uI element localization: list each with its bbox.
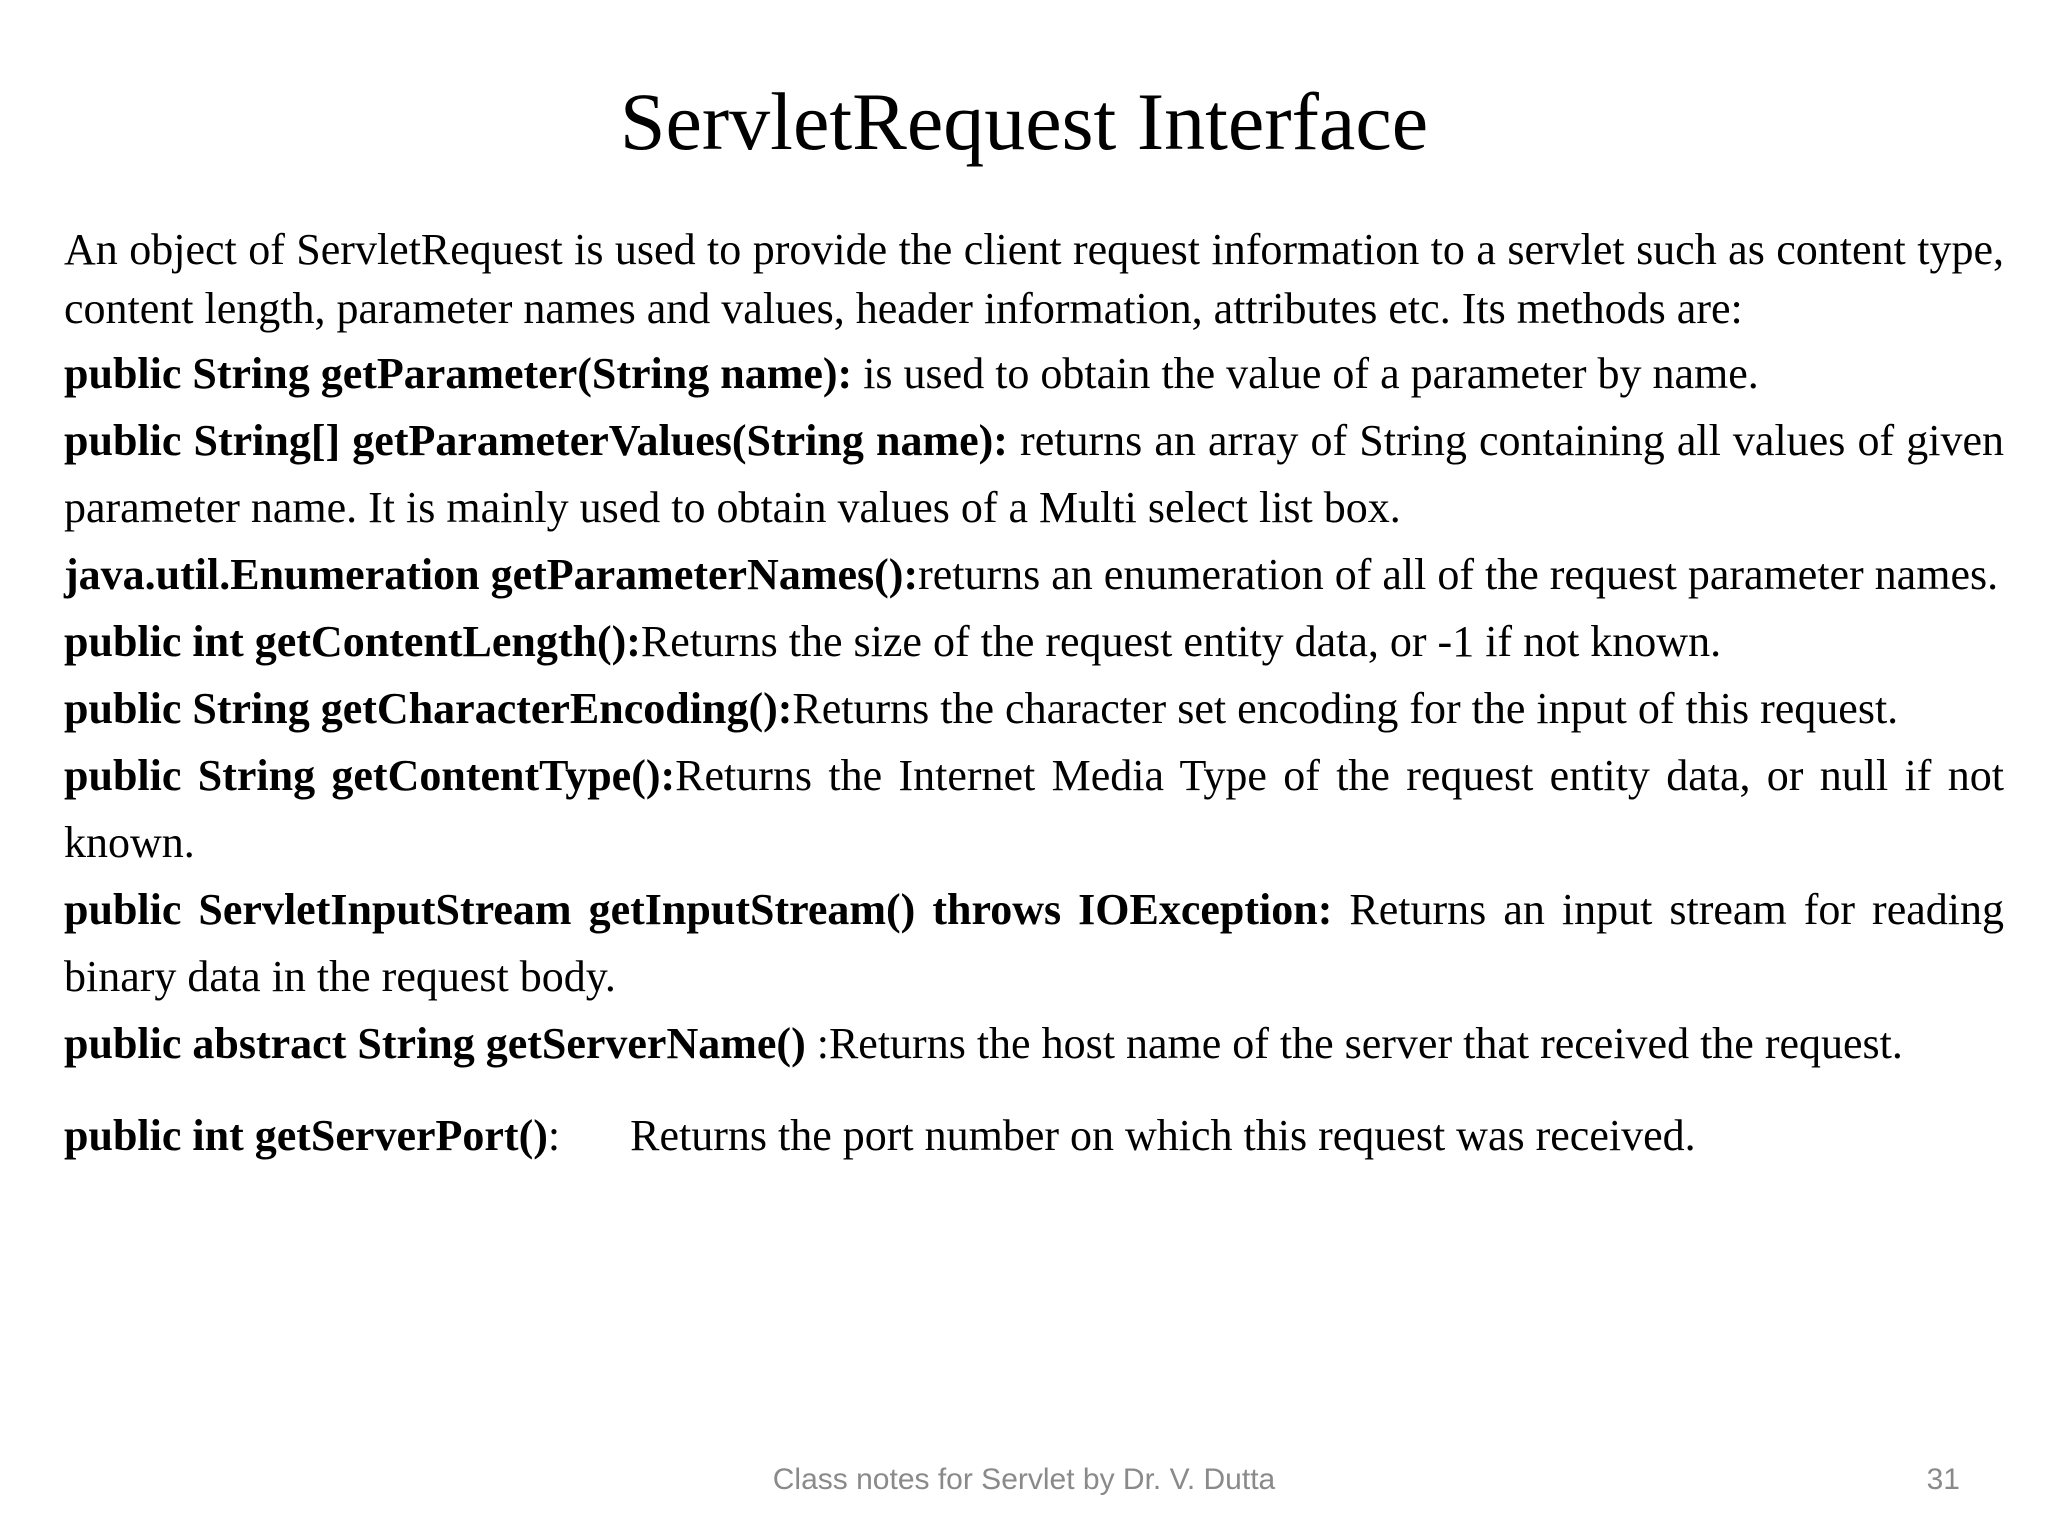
method-signature: public int getServerPort() <box>64 1111 548 1160</box>
method-get-character-encoding <box>64 675 2004 742</box>
method-description: :Returns the host name of the server that received the request. <box>805 1019 1903 1068</box>
method-signature: public abstract String getServerName() <box>64 1019 806 1068</box>
page-number: 31 <box>1926 1463 1960 1496</box>
method-description: Returns the port number on which this request was received. <box>630 1111 1696 1160</box>
method-signature: public ServletInputStream getInputStream() throws IOException: <box>64 885 1333 934</box>
method-description: returns an enumeration of all of the request parameter names. <box>918 550 1999 599</box>
method-description: Returns the Internet Media Type of the request entity data, or null if not known. <box>64 751 2004 867</box>
method-get-input-stream <box>64 876 2004 1010</box>
method-get-content-type <box>64 742 2004 876</box>
method-description: returns an array of String containing all values of given parameter name. It is mainly used to obtain values of a Multi select list box. <box>64 416 2004 532</box>
method-signature: public String getParameter(String name): <box>64 349 853 398</box>
method-get-parameter-names <box>64 541 2004 608</box>
method-description: Returns an input stream for reading binary data in the request body. <box>64 885 2004 1001</box>
method-description: is used to obtain the value of a parameter by name. <box>852 349 1759 398</box>
method-get-parameter-values <box>64 407 2004 541</box>
method-signature: public String[] getParameterValues(String name): <box>64 416 1008 465</box>
method-signature: public String getContentType(): <box>64 751 676 800</box>
method-description: Returns the size of the request entity data, or -1 if not known. <box>640 617 1722 666</box>
method-get-server-name <box>64 1010 2004 1077</box>
slide-footer: Class notes for Servlet by Dr. V. Dutta <box>772 1463 1276 1496</box>
method-get-parameter <box>64 340 2004 407</box>
method-description: Returns the character set encoding for the input of this request. <box>792 684 1899 733</box>
method-signature: public String getCharacterEncoding(): <box>64 684 793 733</box>
method-get-server-port <box>64 1102 2004 1169</box>
method-signature: public int getContentLength(): <box>64 617 641 666</box>
method-separator: : <box>547 1111 561 1160</box>
slide-title: ServletRequest Interface <box>619 76 1429 167</box>
slide-body <box>64 220 2004 1169</box>
method-signature: java.util.Enumeration getParameterNames(): <box>64 550 919 599</box>
intro-paragraph: An object of ServletRequest is used to provide the client request information to a servlet such as content type, content length, parameter names and values, header information, attributes etc. Its methods are: <box>64 225 2004 333</box>
method-get-content-length <box>64 608 2004 675</box>
